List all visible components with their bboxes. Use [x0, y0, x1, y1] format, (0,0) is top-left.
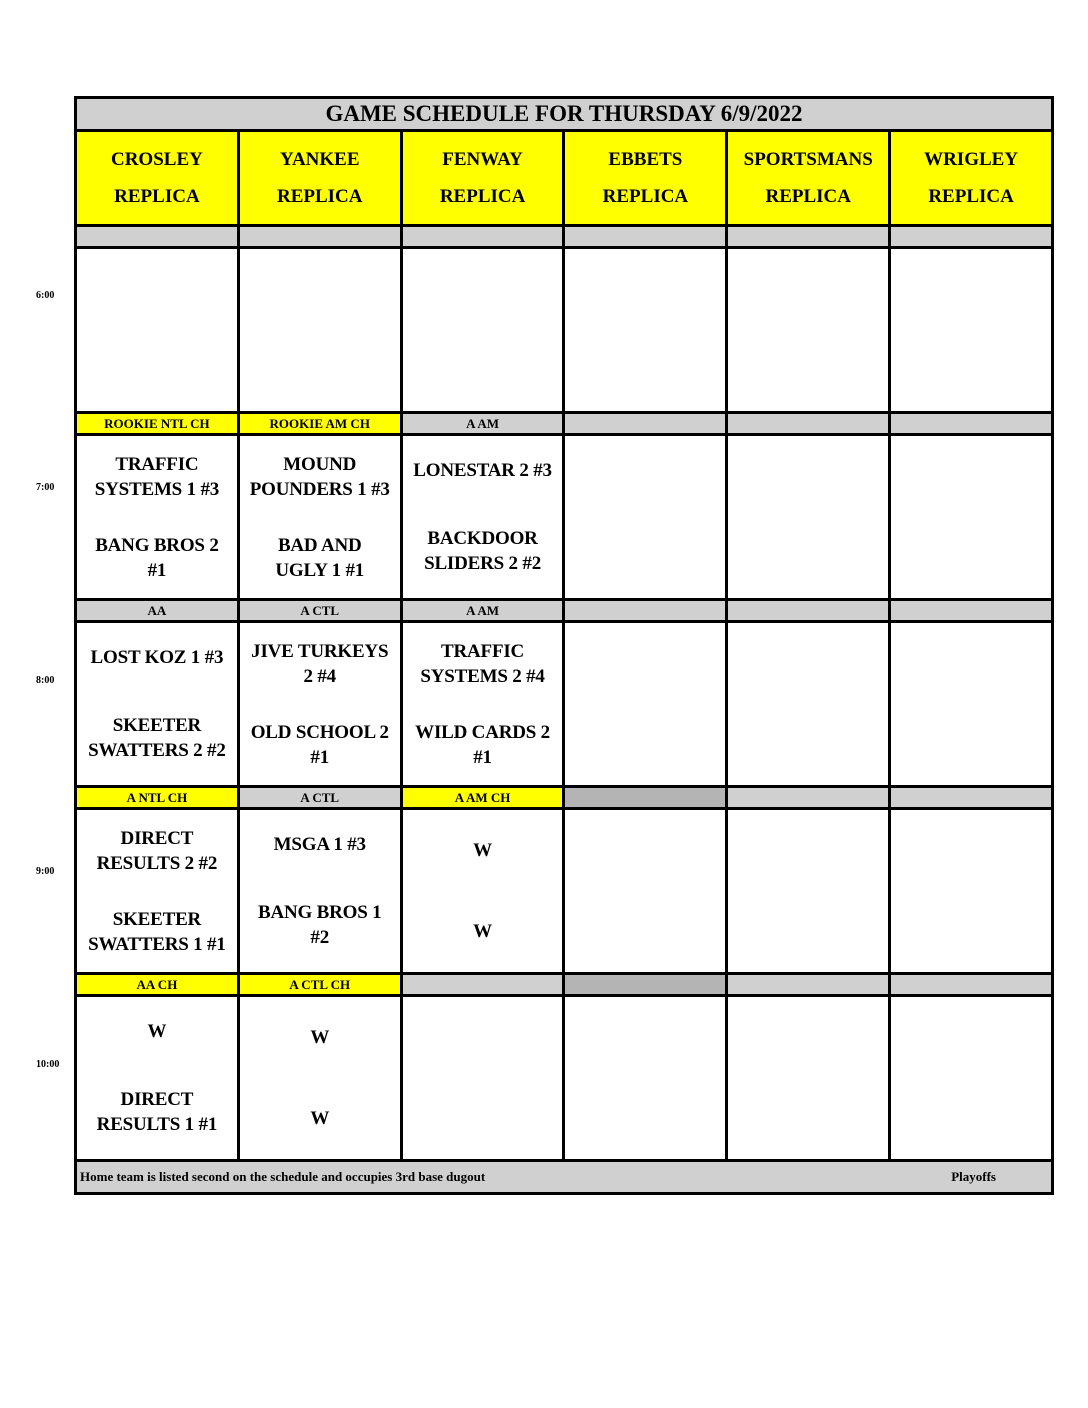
- game-cell: [401, 622, 564, 787]
- team-home: W: [473, 921, 492, 942]
- field-header: EBBETS REPLICA: [564, 131, 727, 226]
- division-cell: [890, 413, 1053, 435]
- division-cell: [76, 226, 239, 248]
- team-home: BAD AND UGLY 1 #1: [275, 534, 365, 581]
- game-cell: [890, 996, 1053, 1161]
- division-cell: [890, 226, 1053, 248]
- division-cell: A CTL CH: [238, 974, 401, 996]
- team-away: W: [147, 1020, 167, 1042]
- division-cell: A CTL: [238, 600, 401, 622]
- division-cell: A AM: [401, 413, 564, 435]
- game-cell: [564, 996, 727, 1161]
- game-cell: [76, 435, 239, 600]
- game-cell: [564, 435, 727, 600]
- team-away: MOUND POUNDERS 1 #3: [249, 453, 390, 500]
- game-cell: [564, 248, 727, 413]
- team-away: TRAFFIC SYSTEMS 1 #3: [94, 453, 220, 500]
- game-cell: [564, 622, 727, 787]
- game-cell: [727, 809, 890, 974]
- game-cell: [890, 622, 1053, 787]
- division-cell: AA: [76, 600, 239, 622]
- team-home: W: [310, 1108, 330, 1129]
- team-home: DIRECT RESULTS 1 #1: [96, 1089, 218, 1136]
- time-label: 7:00: [36, 482, 55, 493]
- game-cell: [727, 996, 890, 1161]
- field-header: CROSLEY REPLICA: [76, 131, 239, 226]
- footer-note: Home team is listed second on the schedule and occupies 3rd base dugout: [80, 1169, 486, 1184]
- division-cell: [564, 226, 727, 248]
- game-cell: [401, 248, 564, 413]
- team-away: W: [473, 840, 492, 861]
- game-cell: [727, 435, 890, 600]
- time-column: [0, 0, 74, 1408]
- game-cell: [401, 996, 564, 1161]
- footer-playoffs: Playoffs: [951, 1169, 996, 1184]
- team-home: WILD CARDS 2 #1: [415, 721, 550, 768]
- team-away: W: [310, 1027, 330, 1048]
- time-label: 10:00: [36, 1059, 60, 1070]
- division-cell: A AM: [401, 600, 564, 622]
- game-cell: [890, 248, 1053, 413]
- team-away: DIRECT RESULTS 2 #2: [96, 827, 218, 874]
- team-away: TRAFFIC SYSTEMS 2 #4: [420, 640, 545, 687]
- game-cell: [76, 996, 239, 1161]
- game-cell: [890, 809, 1053, 974]
- game-cell: [727, 622, 890, 787]
- time-label: 8:00: [36, 675, 55, 686]
- team-away: MSGA 1 #3: [273, 833, 366, 855]
- time-label: 9:00: [36, 866, 55, 877]
- division-cell: [727, 787, 890, 809]
- field-header: WRIGLEY REPLICA: [890, 131, 1053, 226]
- division-cell: [238, 226, 401, 248]
- game-cell: [238, 996, 401, 1161]
- division-cell: A NTL CH: [76, 787, 239, 809]
- division-cell: [890, 787, 1053, 809]
- division-cell: [727, 600, 890, 622]
- division-cell: A CTL: [238, 787, 401, 809]
- team-home: BACKDOOR SLIDERS 2 #2: [424, 528, 542, 575]
- schedule-table: [74, 96, 1054, 1195]
- team-home: SKEETER SWATTERS 2 #2: [88, 715, 226, 762]
- game-cell: [238, 622, 401, 787]
- time-label: 6:00: [36, 290, 55, 301]
- team-away: JIVE TURKEYS 2 #4: [251, 640, 389, 687]
- division-cell: AA CH: [76, 974, 239, 996]
- footer: [76, 1161, 1053, 1194]
- schedule-title: GAME SCHEDULE FOR THURSDAY 6/9/2022: [76, 98, 1053, 131]
- division-cell: [564, 600, 727, 622]
- field-header: YANKEE REPLICA: [238, 131, 401, 226]
- game-cell: [401, 809, 564, 974]
- field-header: FENWAY REPLICA: [401, 131, 564, 226]
- division-cell: [890, 974, 1053, 996]
- team-home: SKEETER SWATTERS 1 #1: [88, 908, 226, 955]
- division-cell: A AM CH: [401, 787, 564, 809]
- game-cell: [727, 248, 890, 413]
- game-cell: [238, 809, 401, 974]
- game-cell: [564, 809, 727, 974]
- division-cell: ROOKIE NTL CH: [76, 413, 239, 435]
- team-home: BANG BROS 1 #2: [258, 902, 382, 949]
- division-cell: [890, 600, 1053, 622]
- game-cell: [76, 809, 239, 974]
- game-cell: [890, 435, 1053, 600]
- division-cell: [401, 226, 564, 248]
- division-cell: [564, 974, 727, 996]
- team-home: OLD SCHOOL 2 #1: [250, 721, 389, 768]
- division-cell: [564, 787, 727, 809]
- division-cell: ROOKIE AM CH: [238, 413, 401, 435]
- division-cell: [401, 974, 564, 996]
- game-cell: [76, 622, 239, 787]
- field-header: SPORTSMANS REPLICA: [727, 131, 890, 226]
- game-cell: [76, 248, 239, 413]
- division-cell: [727, 413, 890, 435]
- division-cell: [564, 413, 727, 435]
- team-away: LOST KOZ 1 #3: [90, 646, 224, 668]
- team-away: LONESTAR 2 #3: [413, 459, 552, 481]
- division-cell: [727, 226, 890, 248]
- division-cell: [727, 974, 890, 996]
- game-cell: [238, 248, 401, 413]
- game-cell: [401, 435, 564, 600]
- game-cell: [238, 435, 401, 600]
- team-home: BANG BROS 2 #1: [95, 534, 219, 581]
